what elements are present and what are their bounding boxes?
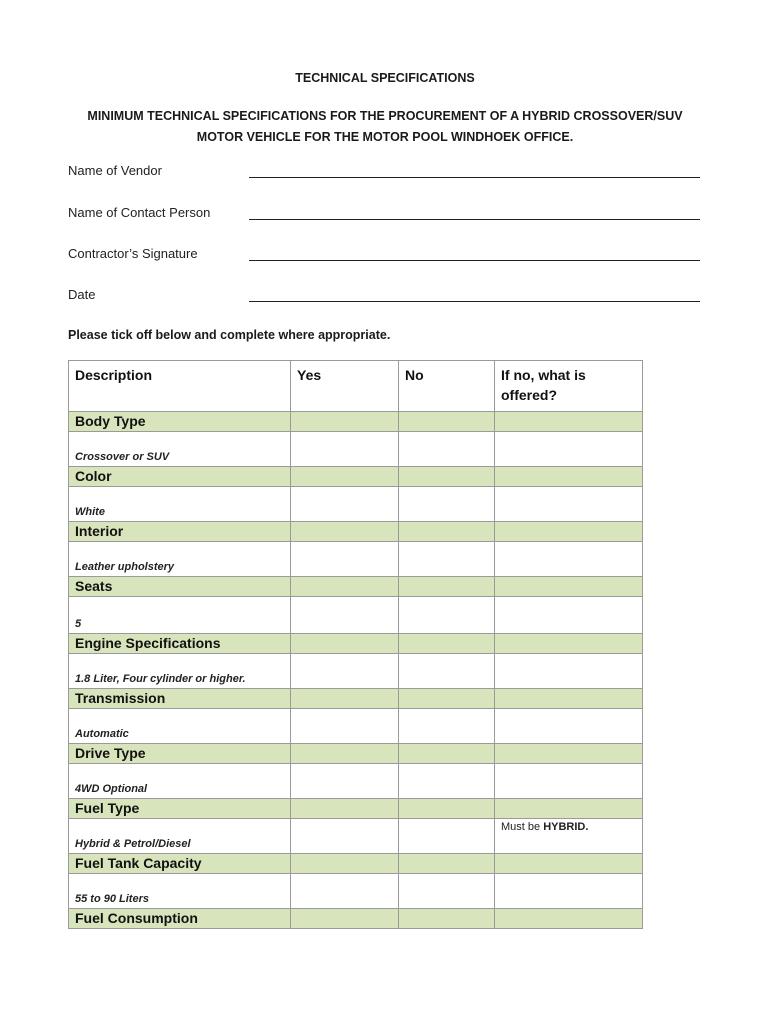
header-yes: Yes [291,361,399,412]
category-no-cell [399,744,495,764]
offered-cell[interactable] [495,764,643,799]
category-no-cell [399,577,495,597]
yes-cell[interactable] [291,432,399,467]
category-offered-cell [495,689,643,709]
header-no: No [399,361,495,412]
field-date [68,287,700,307]
item-description-cell [69,819,291,854]
offered-cell[interactable] [495,709,643,744]
no-cell[interactable] [399,874,495,909]
category-label: Transmission [69,689,291,709]
document-title: TECHNICAL SPECIFICATIONS [295,71,475,85]
category-offered-cell [495,467,643,487]
category-label: Fuel Consumption [69,909,291,929]
instruction-text: Please tick off below and complete where appropriate. [68,328,391,342]
item-text: 55 to 90 Liters [75,893,149,905]
offered-cell[interactable] [495,874,643,909]
offered-cell[interactable] [495,432,643,467]
category-no-cell [399,412,495,432]
category-label: Drive Type [69,744,291,764]
yes-cell[interactable] [291,597,399,634]
category-no-cell [399,909,495,929]
yes-cell[interactable] [291,874,399,909]
yes-cell[interactable] [291,654,399,689]
field-label: Contractor’s Signature [68,246,198,261]
table-row [69,597,643,634]
item-text: 1.8 Liter, Four cylinder or higher. [75,673,246,685]
category-no-cell [399,522,495,542]
table-row [69,487,643,522]
item-description-cell [69,542,291,577]
no-cell[interactable] [399,597,495,634]
no-cell[interactable] [399,654,495,689]
category-row [69,909,643,929]
category-offered-cell [495,799,643,819]
category-no-cell [399,689,495,709]
category-yes-cell [291,744,399,764]
field-vendor-name [68,163,700,183]
offered-note-prefix: Must be [501,821,544,833]
item-description-cell [69,874,291,909]
table-row [69,819,643,854]
category-offered-cell [495,634,643,654]
category-offered-cell [495,744,643,764]
category-offered-cell [495,909,643,929]
item-description-cell [69,597,291,634]
spec-table [68,360,643,929]
category-offered-cell [495,854,643,874]
category-offered-cell [495,577,643,597]
category-yes-cell [291,467,399,487]
item-text: White [75,506,105,518]
category-yes-cell [291,634,399,654]
category-no-cell [399,854,495,874]
offered-cell[interactable] [495,819,643,854]
no-cell[interactable] [399,709,495,744]
field-contact-person [68,205,700,225]
item-text: 4WD Optional [75,783,148,795]
no-cell[interactable] [399,819,495,854]
offered-cell[interactable] [495,654,643,689]
table-row [69,542,643,577]
category-yes-cell [291,412,399,432]
category-row [69,634,643,654]
category-row [69,744,643,764]
category-row [69,854,643,874]
no-cell[interactable] [399,432,495,467]
offered-note [501,819,636,833]
category-label: Interior [69,522,291,542]
offered-cell[interactable] [495,542,643,577]
category-label: Body Type [69,412,291,432]
category-yes-cell [291,854,399,874]
category-row [69,412,643,432]
offered-cell[interactable] [495,487,643,522]
table-row [69,432,643,467]
item-description-cell [69,709,291,744]
header-offered: If no, what is offered? [495,361,643,412]
category-label: Fuel Tank Capacity [69,854,291,874]
item-text: Automatic [75,728,129,740]
item-description-cell [69,654,291,689]
vendor-name-line[interactable] [249,177,700,178]
yes-cell[interactable] [291,709,399,744]
date-line[interactable] [249,301,700,302]
yes-cell[interactable] [291,819,399,854]
contact-person-line[interactable] [249,219,700,220]
table-header-row [69,361,643,412]
category-offered-cell [495,522,643,542]
offered-note-bold: HYBRID. [543,821,589,833]
category-label: Seats [69,577,291,597]
category-label: Fuel Type [69,799,291,819]
no-cell[interactable] [399,764,495,799]
item-description-cell [69,432,291,467]
category-yes-cell [291,799,399,819]
category-no-cell [399,799,495,819]
item-text: Crossover or SUV [75,451,170,463]
field-contractor-signature [68,246,700,266]
table-row [69,709,643,744]
no-cell[interactable] [399,542,495,577]
category-yes-cell [291,909,399,929]
category-offered-cell [495,412,643,432]
category-no-cell [399,634,495,654]
category-row [69,467,643,487]
offered-cell[interactable] [495,597,643,634]
field-label: Name of Vendor [68,163,162,178]
category-label: Engine Specifications [69,634,291,654]
document-subtitle: MINIMUM TECHNICAL SPECIFICATIONS FOR THE PROCUREMENT OF A HYBRID CROSSOVER/SUV MOTOR VEHICLE FOR THE MOTOR POOL WINDHOEK OFFICE. [87,109,683,144]
yes-cell[interactable] [291,542,399,577]
category-no-cell [399,467,495,487]
item-description-cell [69,487,291,522]
category-row [69,577,643,597]
yes-cell[interactable] [291,487,399,522]
item-description-cell [69,764,291,799]
header-description: Description [69,361,291,412]
yes-cell[interactable] [291,764,399,799]
category-row [69,689,643,709]
category-yes-cell [291,577,399,597]
field-label: Name of Contact Person [68,205,211,220]
table-row [69,874,643,909]
item-text: Hybrid & Petrol/Diesel [75,838,191,850]
category-row [69,799,643,819]
category-yes-cell [291,689,399,709]
signature-line[interactable] [249,260,700,261]
table-row [69,764,643,799]
field-label: Date [68,287,96,302]
no-cell[interactable] [399,487,495,522]
item-text: 5 [75,618,82,630]
table-row [69,654,643,689]
category-label: Color [69,467,291,487]
item-text: Leather upholstery [75,561,175,573]
category-row [69,522,643,542]
category-yes-cell [291,522,399,542]
